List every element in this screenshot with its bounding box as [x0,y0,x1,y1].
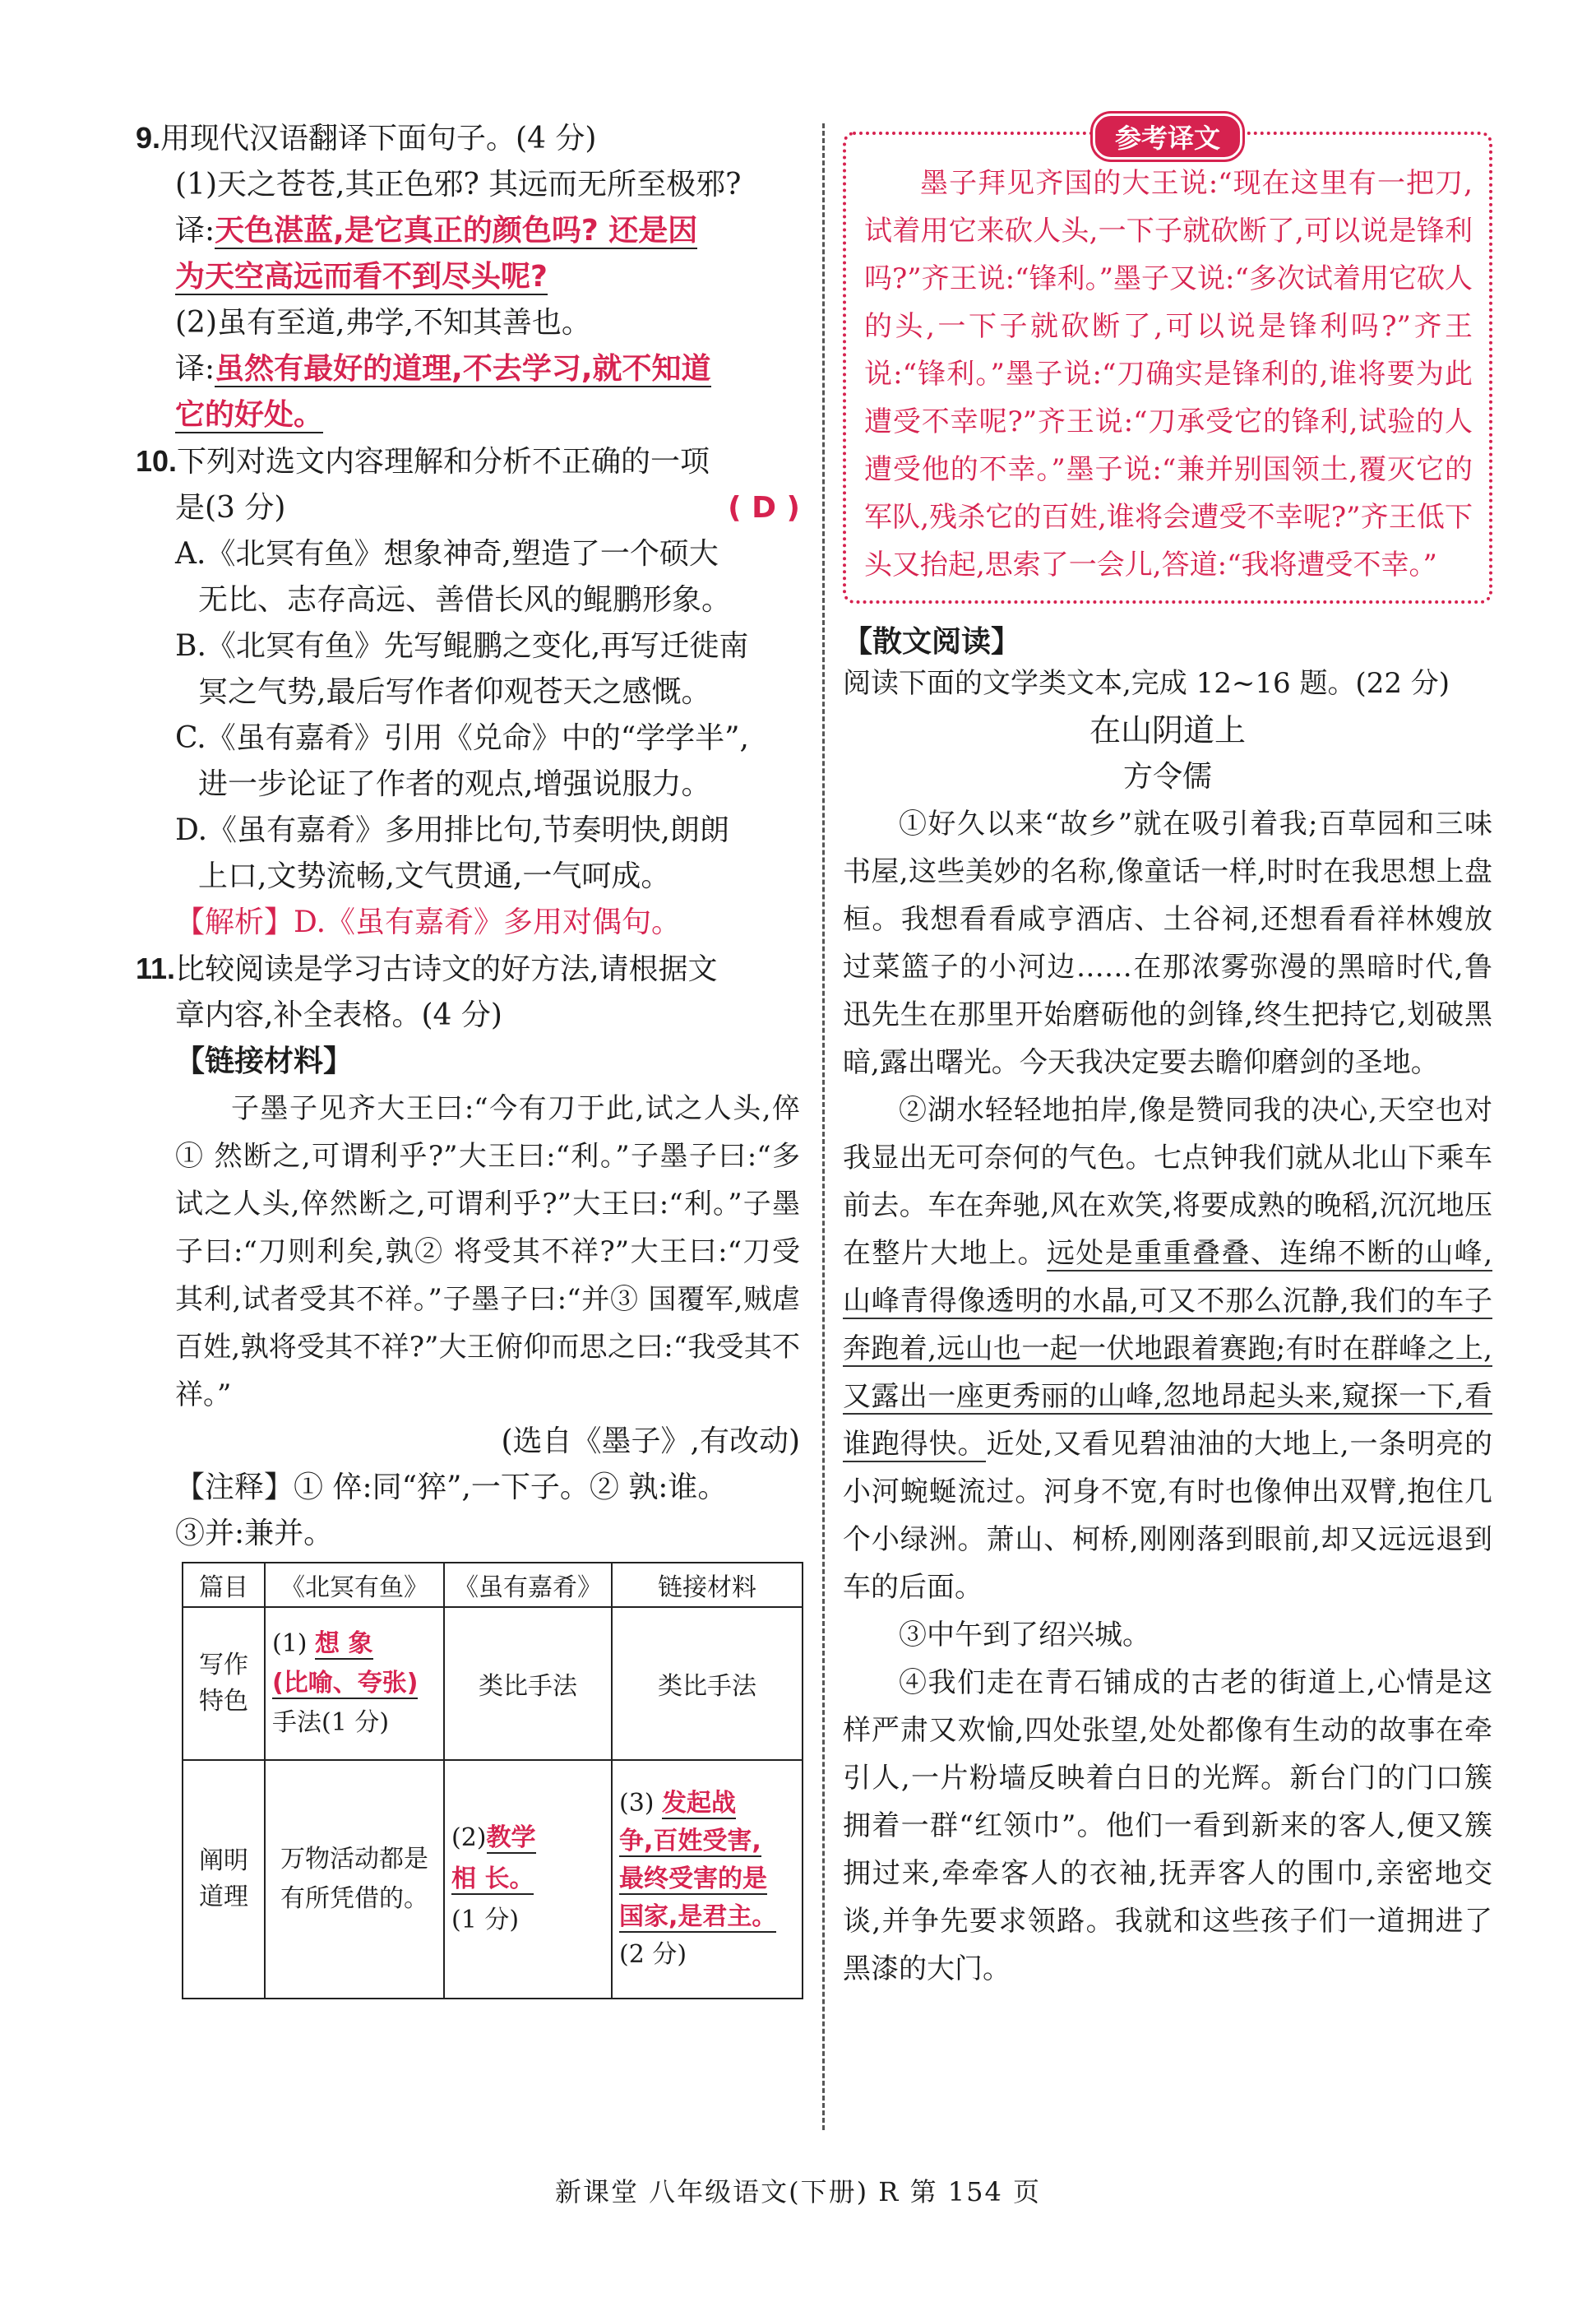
q10-option-c-cont: 进一步论证了作者的观点,增强说服力。 [198,767,711,801]
reference-translation-box [843,123,1492,604]
q9-sentence-2: (2)虽有至道,弗学,不知其善也。 [175,306,591,340]
paragraph-4: ④我们走在青石铺成的古老的街道上,心情是这样严肃又欢愉,四处张望,处处都像有生动的故事在牵引人,一片粉墙反映着白日的光辉。新台门的门口簇拥着一群“红领巾”。他们一看到新来的客人,便又簇拥过来,牵牵客人的衣袖,抚弄客人的围巾,亲密地交谈,并争先要求领路。我就和这些孩子们一道拥进了黑漆的大门。 [843,1666,1492,1985]
table-cell: 类比手法 [612,1607,803,1760]
notes-cont: ③并:兼并。 [175,1517,334,1550]
q10-option-d-cont: 上口,文势流畅,文气贯通,一气呵成。 [198,859,671,893]
q10-option-d: D.《虽有嘉肴》多用排比句,节奏明快,朗朗 [175,813,729,847]
underlined-passage: 远处是重重叠叠、连绵不断的山峰,山峰青得像透明的水晶,可又不那么沉静,我们的车子奔跑着,远山也一起一伏地跟着赛跑;有时在群峰之上,又露出一座更秀丽的山峰,忽地昂起头来,窥探一下,看谁跑得快。 [843,1237,1493,1461]
q10-option-b: B.《北冥有鱼》先写鲲鹏之变化,再写迁徙南 [175,629,749,663]
section-heading: 【散文阅读】 [843,625,1021,659]
paragraph-3: ③中午到了绍兴城。 [899,1619,1150,1651]
q10-prompt: 10.下列对选文内容理解和分析不正确的一项 [136,444,710,479]
reading-instructions: 阅读下面的文学类文本,完成 12~16 题。(22 分) [843,667,1450,700]
q9-answer-2: 译:虽然有最好的道理,不去学习,就不知道 [175,352,711,386]
article-author: 方令儒 [1122,760,1212,794]
notes: 【注释】① 倅:同“猝”,一下子。② 孰:谁。 [175,1471,728,1504]
q10-option-b-cont: 冥之气势,最后写作者仰观苍天之感慨。 [198,675,711,709]
q9-sentence-1: (1)天之苍苍,其正色邪? 其远而无所至极邪? [175,168,742,201]
q9-prompt: 9.用现代汉语翻译下面句子。(4 分) [136,121,597,155]
page-footer: 新课堂 八年级语文(下册) R 第 154 页 [554,2176,1041,2207]
article-body [843,800,1492,1993]
q11-prompt: 11.比较阅读是学习古诗文的好方法,请根据文 [136,952,718,986]
translation-text: 墨子拜见齐国的大王说:“现在这里有一把刀,试着用它来砍人头,一下子就砍断了,可以说是锋利吗?”齐王说:“锋利。”墨子又说:“多次试着用它砍人的头,一下子就砍断了,可以说是锋利吗?”齐王说:“锋利。”墨子说:“刀确实是锋利的,谁将要为此遭受不幸呢?”齐王说:“刀承受它的锋利,试验的人遭受他的不幸。”墨子说:“兼并别国领土,覆灭它的军队,残杀它的百姓,谁将会遭受不幸呢?”齐王低下头又抬起,思索了一会儿,答道:“我将遭受不幸。” [864,167,1473,581]
q10-option-a-cont: 无比、志存高远、善借长风的鲲鹏形象。 [198,583,732,617]
paragraph-1: ①好久以来“故乡”就在吸引着我;百草园和三味书屋,这些美妙的名称,像童话一样,时时在我思想上盘桓。我想看看咸亨酒店、土谷祠,还想看看祥林嫂放过菜篮子的小河边……在那浓雾弥漫的黑暗时代,鲁迅先生在那里开始磨砺他的剑锋,终生把持它,划破黑暗,露出曙光。今天我决定要去瞻仰磨剑的圣地。 [843,808,1492,1079]
q9-answer-2-cont: 它的好处。 [175,398,324,432]
table-cell: 万物活动都是有所凭借的。 [265,1760,444,1999]
q10-option-a: A.《北冥有鱼》想象神奇,塑造了一个硕大 [175,537,719,571]
table-row [183,1760,803,1999]
left-column [136,115,800,1999]
table-row [183,1607,803,1760]
q10-answer: ( D ) [728,491,800,525]
table-cell: (1) 想 象 (比喻、夸张) 手法(1 分) [265,1607,444,1760]
table-cell: (2)教学 相 长。 (1 分) [444,1760,612,1999]
q10-analysis: 【解析】D.《虽有嘉肴》多用对偶句。 [175,906,682,939]
column-divider [822,123,825,2130]
row-label: 写作特色 [183,1607,265,1760]
q11-prompt-cont: 章内容,补全表格。(4 分) [175,998,502,1032]
table-cell: 类比手法 [444,1607,612,1760]
reference-translation-badge: 参考译文 [1093,113,1242,160]
table-header-row [183,1563,803,1607]
link-material-text: 子墨子见齐大王曰:“今有刀于此,试之人头,倅① 然断之,可谓利乎?”大王曰:“利。”子墨子曰:“多试之人头,倅然断之,可谓利乎?”大王曰:“利。”子墨子曰:“刀则利矣,孰② 将受其不祥?”大王曰:“刀受其利,试者受其不祥。”子墨子曰:“并③ 国覆军,贼虐百姓,孰将受其不祥?”大王俯仰而思之曰:“我受其不祥。” [175,1092,800,1411]
table-header: 《虽有嘉肴》 [444,1563,612,1607]
comparison-table [182,1562,803,1999]
q10-prompt-cont: 是(3 分) ( D ) [136,485,800,531]
table-cell: (3) 发起战 争,百姓受害, 最终受害的是 国家,是君主。 (2 分) [612,1760,803,1999]
q9-answer-1: 译:天色湛蓝,是它真正的颜色吗? 还是因 [175,214,698,248]
right-column [843,99,1492,1993]
q9-answer-1-cont: 为天空高远而看不到尽头呢? [175,260,548,294]
table-header: 《北冥有鱼》 [265,1563,444,1607]
link-material-heading: 【链接材料】 [175,1045,354,1078]
table-header: 链接材料 [612,1563,803,1607]
q10-option-c: C.《虽有嘉肴》引用《兑命》中的“学学半”, [175,721,749,755]
paragraph-2: ②湖水轻轻地拍岸,像是赞同我的决心,天空也对我显出无可奈何的气色。七点钟我们就从北山下乘车前去。车在奔驰,风在欢笑,将要成熟的晚稻,沉沉地压在整片大地上。远处是重重叠叠、连绵不断的山峰,山峰青得像透明的水晶,可又不那么沉静,我们的车子奔跑着,远山也一起一伏地跟着赛跑;有时在群峰之上,又露出一座更秀丽的山峰,忽地昂起头来,窥探一下,看谁跑得快。近处,又看见碧油油的大地上,一条明亮的小河蜿蜒流过。河身不宽,有时也像伸出双臂,抱住几个小绿洲。萧山、柯桥,刚刚落到眼前,却又远远退到车的后面。 [843,1094,1493,1604]
table-header: 篇目 [183,1563,265,1607]
row-label: 阐明道理 [183,1760,265,1999]
article-title: 在山阴道上 [1089,712,1246,748]
link-source: (选自《墨子》,有改动) [501,1424,800,1458]
